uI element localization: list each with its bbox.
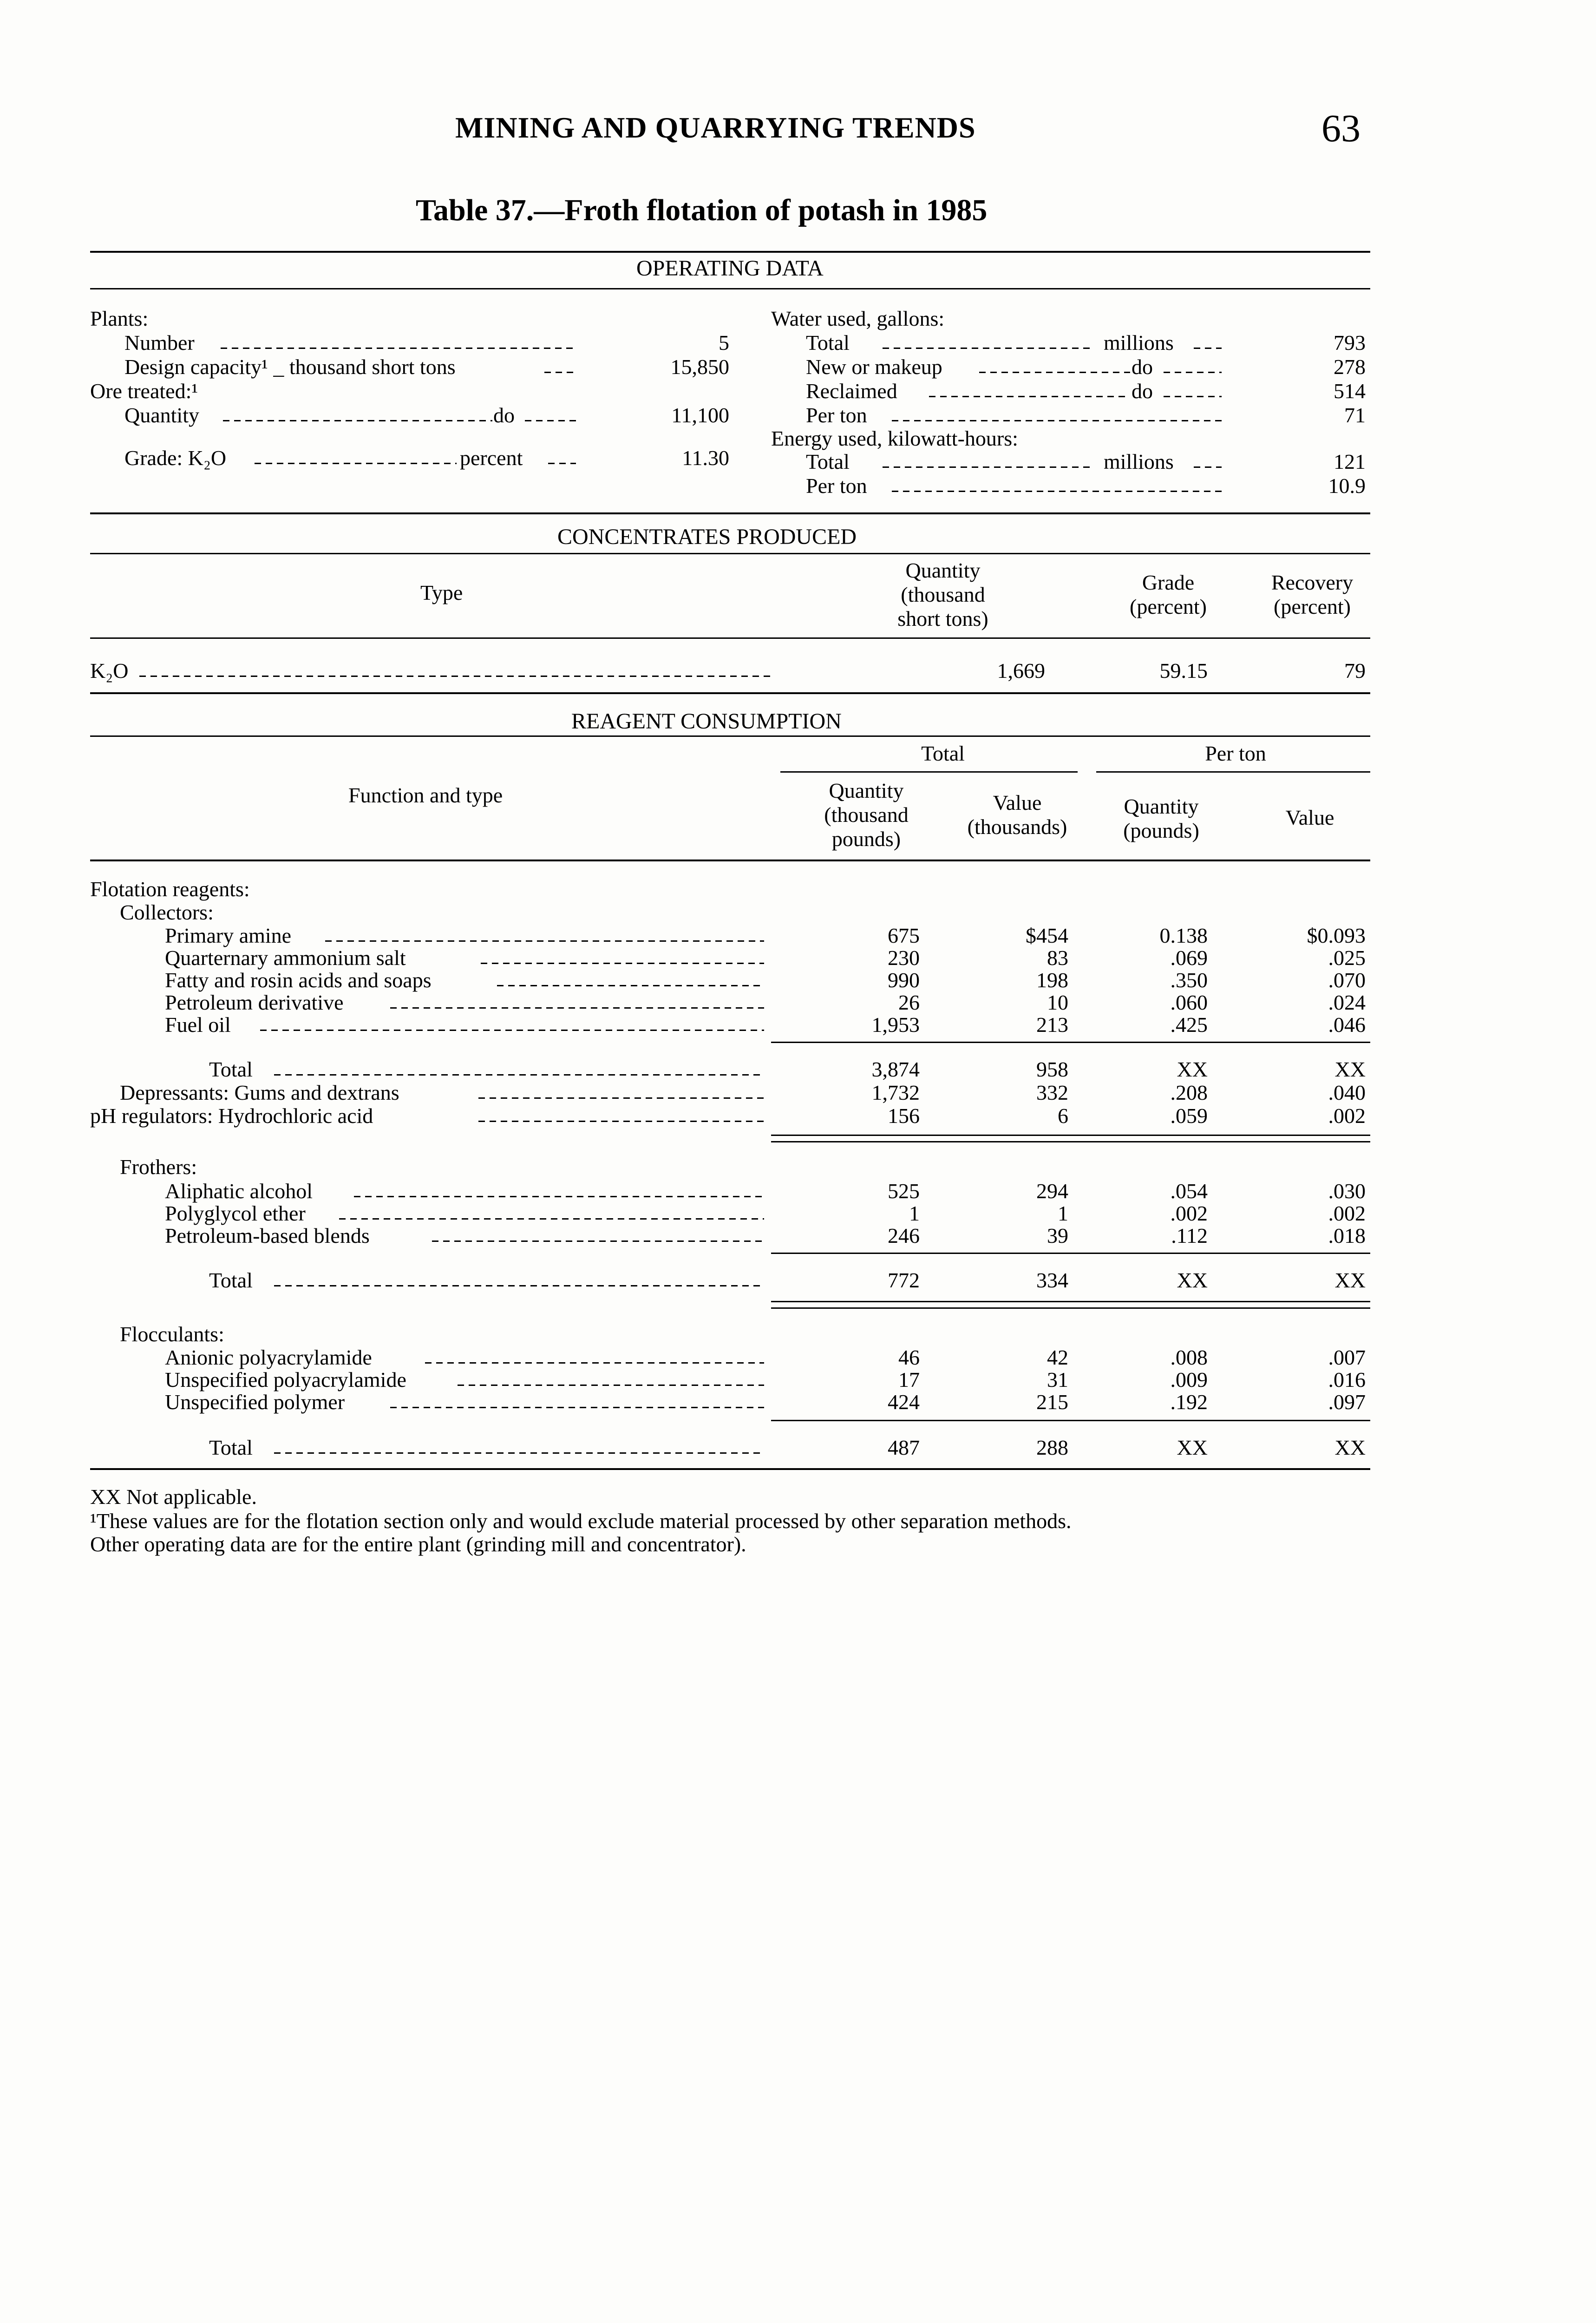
cell-quantity: 17 xyxy=(898,1368,920,1391)
water-used-label: Water used, gallons: xyxy=(771,307,945,330)
rule xyxy=(90,692,1370,694)
grade-label: Grade: K₂O xyxy=(124,446,227,470)
double-rule xyxy=(771,1135,1370,1136)
row-name: Primary amine xyxy=(165,924,292,947)
cell-pt-quantity: 0.138 xyxy=(1159,924,1208,947)
water-perton-value: 71 xyxy=(1344,403,1366,427)
leader-dots xyxy=(548,463,576,464)
cell-pt-value: .046 xyxy=(1328,1013,1366,1037)
cell-value: 294 xyxy=(1036,1179,1068,1203)
cell-pt-value: .030 xyxy=(1328,1179,1366,1203)
leader-dots xyxy=(892,491,1222,492)
cell-pt-quantity: .192 xyxy=(1170,1390,1208,1414)
water-total-value: 793 xyxy=(1334,331,1366,354)
cell-pt-value: .097 xyxy=(1328,1390,1366,1414)
row-name: Total xyxy=(209,1268,253,1292)
cell-quantity: 26 xyxy=(898,991,920,1014)
cell-pt-value: $0.093 xyxy=(1307,924,1366,947)
cell-pt-quantity: .008 xyxy=(1170,1345,1208,1369)
cell-value: 334 xyxy=(1036,1268,1068,1292)
subtotal-rule xyxy=(771,1253,1370,1254)
leader-dots xyxy=(883,348,1092,349)
number-label: Number xyxy=(124,331,195,354)
col-pt-quantity-2: (pounds) xyxy=(1123,819,1199,842)
cell-pt-value: .040 xyxy=(1328,1081,1366,1104)
row-name: Polyglycol ether xyxy=(165,1201,306,1225)
leader-dots xyxy=(221,348,574,349)
leader-dots xyxy=(325,940,764,942)
cell-quantity: 246 xyxy=(888,1224,920,1247)
leader-dots xyxy=(255,463,457,464)
row-grade: 59.15 xyxy=(1159,659,1208,682)
frothers-label: Frothers: xyxy=(120,1155,197,1179)
cell-quantity: 230 xyxy=(888,946,920,970)
cell-pt-value: .025 xyxy=(1328,946,1366,970)
leader-dots xyxy=(432,1240,764,1242)
cell-quantity: 156 xyxy=(888,1104,920,1128)
footnote-1-line2: Other operating data are for the entire plant (grinding mill and concentrator). xyxy=(90,1532,746,1556)
cell-pt-value: XX xyxy=(1334,1268,1366,1292)
concentrates-heading: CONCENTRATES PRODUCED xyxy=(557,525,857,549)
leader-dots xyxy=(274,1074,764,1076)
cell-quantity: 46 xyxy=(898,1345,920,1369)
row-name: Petroleum derivative xyxy=(165,991,344,1014)
leader-dots xyxy=(883,466,1092,468)
row-name: pH regulators: Hydrochloric acid xyxy=(90,1104,373,1128)
leader-dots xyxy=(929,396,1129,397)
flotation-label: Flotation reagents: xyxy=(90,877,250,901)
cell-pt-quantity: .069 xyxy=(1170,946,1208,970)
row-name: Fatty and rosin acids and soaps xyxy=(165,968,432,992)
col-quantity-3: pounds) xyxy=(831,827,901,851)
subtotal-rule xyxy=(771,1042,1370,1043)
row-name: Aliphatic alcohol xyxy=(165,1179,313,1203)
rule-top xyxy=(90,251,1370,253)
cell-pt-value: .024 xyxy=(1328,991,1366,1014)
cell-quantity: 487 xyxy=(888,1436,920,1459)
rule xyxy=(90,735,1370,737)
rule xyxy=(90,512,1370,514)
cell-quantity: 525 xyxy=(888,1179,920,1203)
col-quantity-2: (thousand xyxy=(824,803,909,827)
page-number: 63 xyxy=(1321,107,1361,150)
cell-pt-value: .002 xyxy=(1328,1201,1366,1225)
reclaimed-label: Reclaimed xyxy=(806,379,897,403)
cell-pt-quantity: .054 xyxy=(1170,1179,1208,1203)
cell-quantity: 990 xyxy=(888,968,920,992)
energy-total-label: Total xyxy=(806,450,850,473)
cell-value: 215 xyxy=(1036,1390,1068,1414)
cell-pt-value: .007 xyxy=(1328,1345,1366,1369)
cell-value: 42 xyxy=(1047,1345,1068,1369)
double-rule xyxy=(771,1141,1370,1142)
leader-dots xyxy=(1194,348,1222,349)
col-type: Type xyxy=(420,581,463,604)
double-rule xyxy=(771,1307,1370,1309)
cell-pt-value: .018 xyxy=(1328,1224,1366,1247)
rule xyxy=(780,771,1078,773)
col-value-1: Value xyxy=(993,791,1042,814)
cell-value: 39 xyxy=(1047,1224,1068,1247)
cell-value: 31 xyxy=(1047,1368,1068,1391)
cell-pt-value: XX xyxy=(1334,1057,1366,1081)
leader-dots xyxy=(274,1285,764,1286)
cell-value: 332 xyxy=(1036,1081,1068,1104)
cell-value: 83 xyxy=(1047,946,1068,970)
leader-dots xyxy=(260,1030,764,1031)
cell-pt-value: XX xyxy=(1334,1436,1366,1459)
row-name: Quarternary ammonium salt xyxy=(165,946,406,970)
design-capacity-label: Design capacity¹ _ thousand short tons xyxy=(124,355,456,379)
reclaimed-unit: do xyxy=(1132,379,1153,403)
cell-value: 213 xyxy=(1036,1013,1068,1037)
col-quantity-3: short tons) xyxy=(897,607,988,630)
row-name: Unspecified polyacrylamide xyxy=(165,1368,406,1391)
leader-dots xyxy=(481,963,764,964)
leader-dots xyxy=(478,1097,764,1099)
makeup-label: New or makeup xyxy=(806,355,942,379)
cell-pt-quantity: .059 xyxy=(1170,1104,1208,1128)
number-value: 5 xyxy=(719,331,729,354)
row-name: Total xyxy=(209,1436,253,1459)
quantity-label: Quantity xyxy=(124,403,199,427)
row-name: Fuel oil xyxy=(165,1013,231,1037)
row-name: Depressants: Gums and dextrans xyxy=(120,1081,399,1104)
col-function: Function and type xyxy=(348,783,503,807)
leader-dots xyxy=(139,676,771,677)
quantity-unit: do xyxy=(493,403,515,427)
operating-heading: OPERATING DATA xyxy=(636,256,824,281)
row-name: Petroleum-based blends xyxy=(165,1224,370,1247)
leader-dots xyxy=(339,1218,764,1220)
cell-pt-quantity: .002 xyxy=(1170,1201,1208,1225)
group-total-header: Total xyxy=(921,742,965,765)
cell-quantity: 1,732 xyxy=(871,1081,920,1104)
cell-quantity: 1,953 xyxy=(871,1013,920,1037)
running-head: MINING AND QUARRYING TRENDS xyxy=(455,111,976,144)
col-recovery-2: (percent) xyxy=(1274,595,1351,618)
cell-value: 10 xyxy=(1047,991,1068,1014)
energy-used-label: Energy used, kilowatt-hours: xyxy=(771,427,1018,450)
leader-dots xyxy=(892,420,1222,421)
energy-total-unit: millions xyxy=(1104,450,1174,473)
cell-value: 288 xyxy=(1036,1436,1068,1459)
cell-value: 1 xyxy=(1058,1201,1068,1225)
cell-quantity: 1 xyxy=(909,1201,920,1225)
group-perton-header: Per ton xyxy=(1205,742,1266,765)
col-quantity-1: Quantity xyxy=(829,779,904,802)
cell-pt-value: .016 xyxy=(1328,1368,1366,1391)
makeup-value: 278 xyxy=(1334,355,1366,379)
leader-dots xyxy=(979,372,1130,373)
leader-dots xyxy=(544,372,577,373)
makeup-unit: do xyxy=(1132,355,1153,379)
energy-total-value: 121 xyxy=(1334,450,1366,473)
cell-pt-quantity: .060 xyxy=(1170,991,1208,1014)
water-total-label: Total xyxy=(806,331,850,354)
cell-pt-quantity: XX xyxy=(1177,1436,1208,1459)
leader-dots xyxy=(354,1196,764,1197)
grade-unit: percent xyxy=(460,446,523,470)
leader-dots xyxy=(425,1362,764,1364)
subtotal-rule xyxy=(771,1420,1370,1421)
rule xyxy=(90,637,1370,639)
leader-dots xyxy=(1164,372,1222,373)
energy-perton-label: Per ton xyxy=(806,474,867,498)
cell-value: 198 xyxy=(1036,968,1068,992)
cell-pt-quantity: XX xyxy=(1177,1057,1208,1081)
water-total-unit: millions xyxy=(1104,331,1174,354)
row-name: Unspecified polymer xyxy=(165,1390,345,1414)
reclaimed-value: 514 xyxy=(1334,379,1366,403)
cell-value: 958 xyxy=(1036,1057,1068,1081)
leader-dots xyxy=(458,1385,764,1386)
leader-dots xyxy=(478,1121,764,1122)
collectors-label: Collectors: xyxy=(120,900,214,924)
cell-pt-quantity: XX xyxy=(1177,1268,1208,1292)
rule xyxy=(90,288,1370,289)
row-quantity: 1,669 xyxy=(997,659,1045,682)
leader-dots xyxy=(1164,396,1222,397)
leader-dots xyxy=(497,985,764,986)
cell-quantity: 3,874 xyxy=(871,1057,920,1081)
cell-pt-quantity: .350 xyxy=(1170,968,1208,992)
leader-dots xyxy=(390,1007,764,1009)
table-title: Table 37.—Froth flotation of potash in 1985 xyxy=(416,193,988,227)
col-grade-1: Grade xyxy=(1142,571,1195,594)
rule xyxy=(1096,771,1370,773)
col-grade-2: (percent) xyxy=(1130,595,1207,618)
cell-pt-quantity: .009 xyxy=(1170,1368,1208,1391)
col-pt-quantity-1: Quantity xyxy=(1124,794,1199,818)
row-name: Anionic polyacrylamide xyxy=(165,1345,372,1369)
col-pt-value: Value xyxy=(1285,806,1334,829)
grade-value: 11.30 xyxy=(682,446,729,470)
energy-perton-value: 10.9 xyxy=(1328,474,1366,498)
leader-dots xyxy=(390,1407,764,1408)
leader-dots xyxy=(274,1452,764,1454)
cell-pt-quantity: .112 xyxy=(1171,1224,1208,1247)
rule xyxy=(90,860,1370,861)
leader-dots xyxy=(525,420,576,421)
row-recovery: 79 xyxy=(1344,659,1366,682)
cell-pt-value: .002 xyxy=(1328,1104,1366,1128)
design-capacity-value: 15,850 xyxy=(670,355,729,379)
flocculants-label: Flocculants: xyxy=(120,1322,224,1346)
plants-label: Plants: xyxy=(90,307,149,330)
col-recovery-1: Recovery xyxy=(1271,571,1354,594)
col-quantity-2: (thousand xyxy=(901,583,985,606)
ore-treated-label: Ore treated:¹ xyxy=(90,379,198,403)
row-type: K₂O xyxy=(90,659,129,682)
cell-pt-quantity: .208 xyxy=(1170,1081,1208,1104)
cell-value: 6 xyxy=(1058,1104,1068,1128)
footnote-1-line1: ¹These values are for the flotation section only and would exclude material processed by other separation methods. xyxy=(90,1509,1072,1533)
cell-quantity: 675 xyxy=(888,924,920,947)
water-perton-label: Per ton xyxy=(806,403,867,427)
row-name: Total xyxy=(209,1057,253,1081)
col-value-2: (thousands) xyxy=(967,815,1067,839)
cell-quantity: 424 xyxy=(888,1390,920,1414)
cell-pt-quantity: .425 xyxy=(1170,1013,1208,1037)
double-rule xyxy=(771,1301,1370,1302)
footnote-xx: XX Not applicable. xyxy=(90,1485,257,1509)
reagents-heading: REAGENT CONSUMPTION xyxy=(571,709,842,734)
col-quantity-1: Quantity xyxy=(905,558,981,582)
cell-pt-value: .070 xyxy=(1328,968,1366,992)
leader-dots xyxy=(1194,466,1222,468)
quantity-value: 11,100 xyxy=(671,403,729,427)
rule-bottom xyxy=(90,1468,1370,1470)
cell-quantity: 772 xyxy=(888,1268,920,1292)
leader-dots xyxy=(223,420,492,421)
rule xyxy=(90,553,1370,554)
cell-value: $454 xyxy=(1026,924,1068,947)
